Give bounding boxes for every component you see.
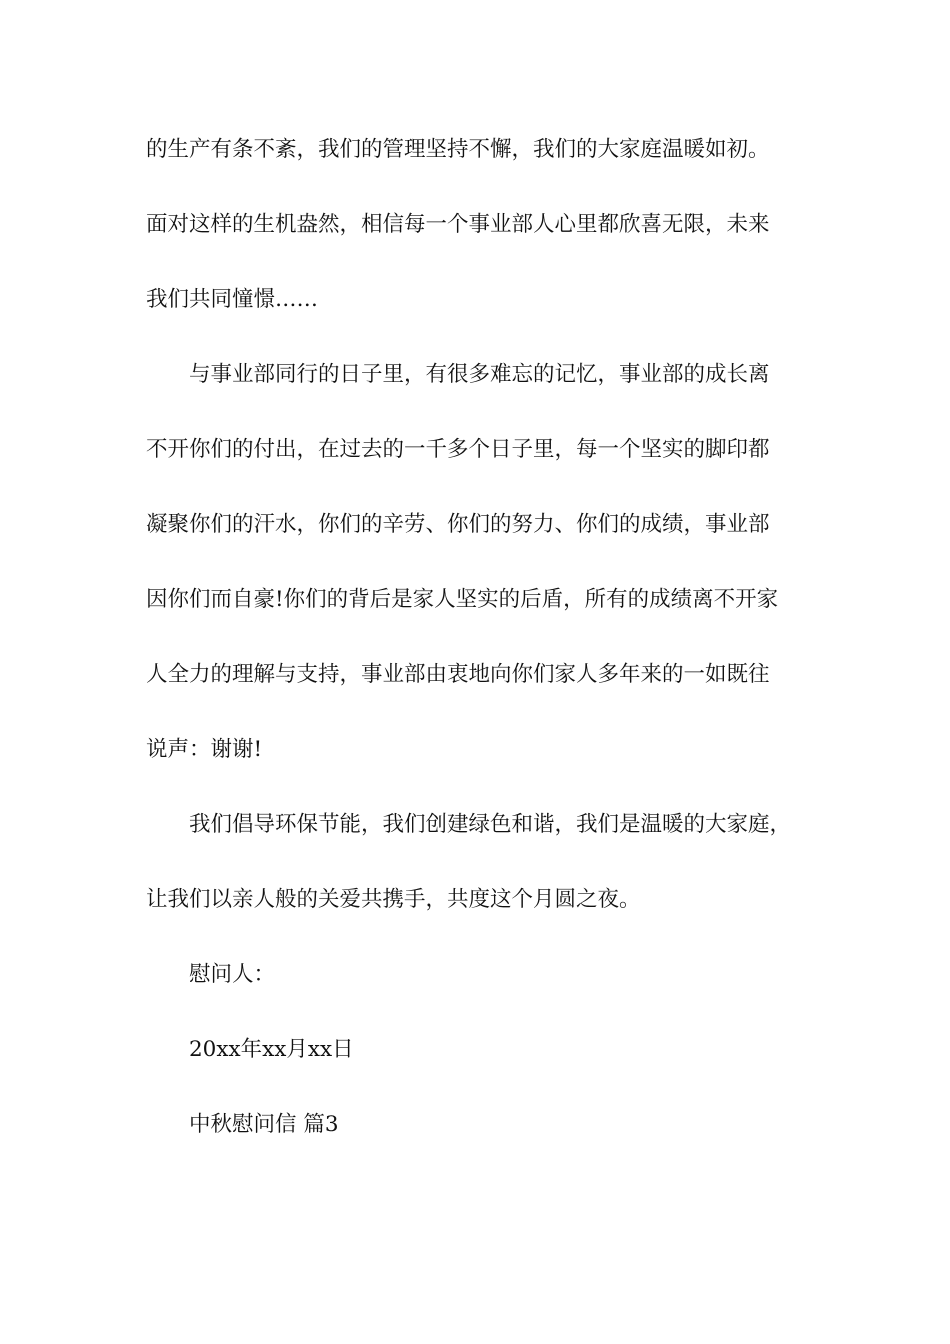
text-line: 不开你们的付出，在过去的一千多个日子里，每一个坚实的脚印都: [146, 437, 770, 462]
signatory-label: 慰问人：: [189, 962, 276, 987]
paragraph-start-line: 与事业部同行的日子里，有很多难忘的记忆，事业部的成长离: [189, 362, 770, 387]
date-line: 20xx年xx月xx日: [189, 1037, 354, 1062]
text-line: 让我们以亲人般的关爱共携手，共度这个月圆之夜。: [146, 887, 641, 912]
text-line: 凝聚你们的汗水，你们的辛劳、你们的努力、你们的成绩，事业部: [146, 512, 770, 537]
text-line: 面对这样的生机盎然，相信每一个事业部人心里都欣喜无限，未来: [146, 212, 770, 237]
text-line: 因你们而自豪!你们的背后是家人坚实的后盾，所有的成绩离不开家: [146, 587, 779, 612]
text-line: 我们共同憧憬……: [146, 287, 319, 312]
paragraph-start-line: 我们倡导环保节能，我们创建绿色和谐，我们是温暖的大家庭，: [189, 812, 792, 837]
text-line: 人全力的理解与支持，事业部由衷地向你们家人多年来的一如既往: [146, 662, 770, 687]
text-line: 的生产有条不紊，我们的管理坚持不懈，我们的大家庭温暖如初。: [146, 137, 770, 162]
section-heading: 中秋慰问信 篇3: [189, 1112, 339, 1137]
text-line: 说声：谢谢!: [146, 737, 263, 762]
